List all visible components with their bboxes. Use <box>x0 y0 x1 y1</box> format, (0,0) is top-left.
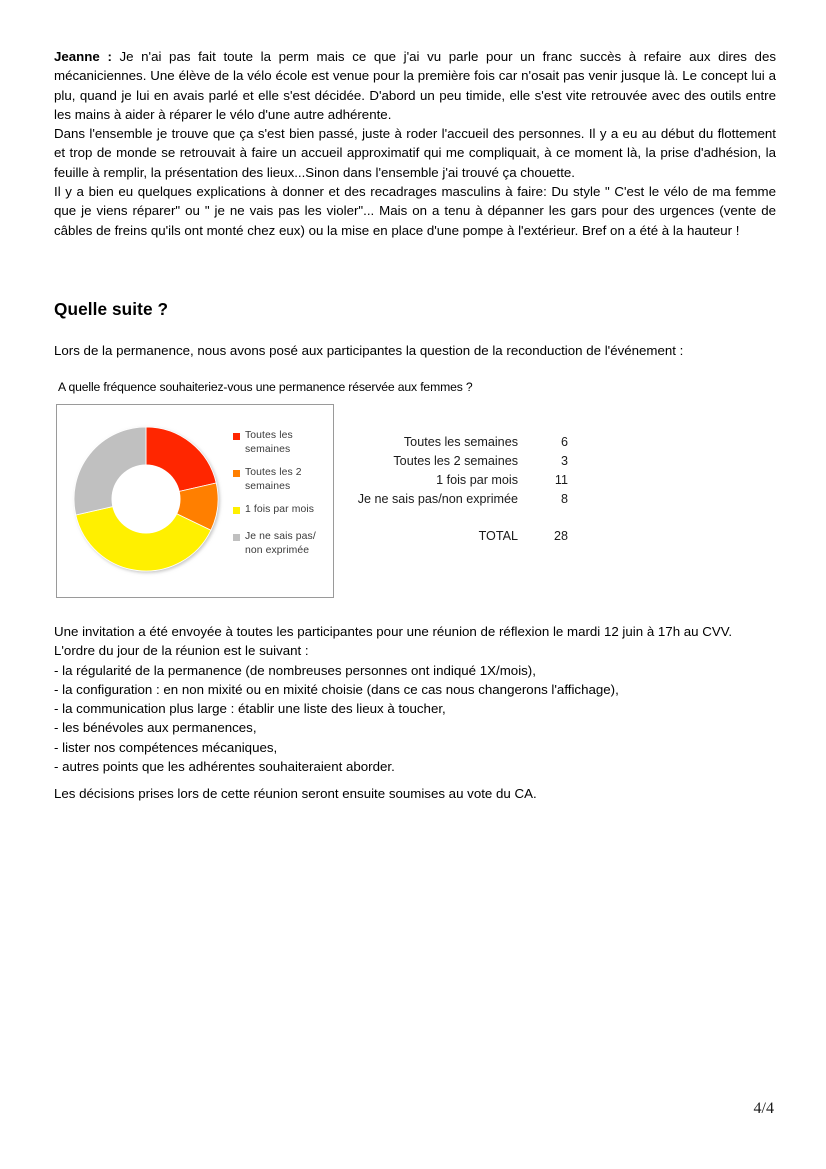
row-value: 6 <box>560 435 568 449</box>
table-body <box>352 433 568 546</box>
paragraph-line: - les bénévoles aux permanences, <box>54 720 257 736</box>
chart-question-label: A quelle fréquence souhaiteriez-vous une permanence réservée aux femmes ? <box>58 380 473 394</box>
table-row <box>352 471 568 490</box>
row-label: Toutes les semaines <box>403 435 518 449</box>
table-row <box>352 490 568 509</box>
row-label: Je ne sais pas/non exprimée <box>357 492 518 506</box>
paragraph-line: Une invitation a été envoyée à toutes les participantes pour une réunion de réflexion le mardi 12 juin à 17h au CVV. L'ordre du jour de la réunion est le suivant : <box>54 624 733 659</box>
legend-swatch-icon <box>233 470 240 477</box>
closing-paragraph <box>54 622 776 776</box>
frequency-data-table <box>352 433 568 546</box>
paragraph-line: Dans l'ensemble je trouve que ça s'est bien passé, juste à roder l'accueil des personnes. Il y a eu au début du flottement et trop de monde se retrouvait à faire un accueil approximatif qui me compliquait, à ce moment là, la prise d'adhésion, la feuille à remplir, la présentation des lieux...Sinon dans l'ensemble j'ai trouvé ça chouette. <box>54 126 776 180</box>
table-spacer-row <box>352 509 568 527</box>
legend-item-toutes-les-2-semaines <box>233 466 331 494</box>
donut-hole <box>112 465 181 534</box>
paragraph-line: - lister nos compétences mécaniques, <box>54 739 278 755</box>
row-value: 11 <box>554 473 568 487</box>
legend-item-toutes-les-semaines <box>233 429 331 457</box>
spacer-cell <box>542 509 568 527</box>
section-lead-text: Lors de la permanence, nous avons posé aux participantes la question de la reconduction de l'événement : <box>54 343 684 358</box>
paragraph-line: - autres points que les adhérentes souhaiteraient aborder. <box>54 759 395 775</box>
row-label: 1 fois par mois <box>436 473 518 487</box>
row-value: 3 <box>560 454 568 468</box>
legend-label: Toutes les 2 semaines <box>245 467 302 492</box>
final-paragraph: Les décisions prises lors de cette réunion seront ensuite soumises au vote du CA. <box>54 786 537 801</box>
table-row <box>352 433 568 452</box>
donut-chart <box>71 424 225 578</box>
paragraph-line: Il y a bien eu quelques explications à donner et des recadrages masculins à faire: Du style " C'est le vélo de ma femme que je viens réparer" ou " je ne vais pas les violer"... Mais on a tenu à dépanner les gars pour des urgences (vente de câbles de freins qu'ils ont monté chez eux) ou la mise en place d'une pompe à l'extérieur. Bref on a été à la hauteur ! <box>54 184 776 238</box>
legend-swatch-icon <box>233 433 240 440</box>
intro-paragraph <box>54 47 776 240</box>
page-number: 4/4 <box>753 1100 774 1117</box>
legend-label: 1 fois par mois <box>245 504 315 515</box>
table-total-row <box>352 527 568 546</box>
table-row <box>352 452 568 471</box>
legend-swatch-icon <box>233 534 240 541</box>
total-label: TOTAL <box>478 529 518 543</box>
legend-label: Toutes les semaines <box>245 430 293 455</box>
donut-chart-svg <box>71 424 225 578</box>
donut-chart-figure <box>56 404 334 598</box>
section-heading: Quelle suite ? <box>54 299 169 319</box>
legend-item-je-ne-sais-pas <box>233 530 331 558</box>
chart-legend <box>233 429 331 567</box>
row-label: Toutes les 2 semaines <box>393 454 518 468</box>
row-value: 8 <box>560 492 568 506</box>
total-value: 28 <box>553 529 568 543</box>
intro-paragraph-body: Je n'ai pas fait toute la perm mais ce que j'ai vu parle pour un franc succès à refaire aux dires des mécaniciennes. Une élève de la vélo école est venue pour la première fois car n'osait pas venir jusque là. Le concept lui a plu, quand je lui en avais parlé et elle s'est décidée. D'abord un peu timide, elle s'est vite retrouvée avec des outils entre les mains à aider à réparer le vélo d'une autre adhérente. <box>54 49 776 122</box>
legend-swatch-icon <box>233 507 240 514</box>
paragraph-line: - la communication plus large : établir une liste des lieux à toucher, <box>54 701 446 717</box>
speaker-name: Jeanne : <box>54 49 112 64</box>
paragraph-line: - la régularité de la permanence (de nombreuses personnes ont indiqué 1X/mois), <box>54 662 536 678</box>
paragraph-line: - la configuration : en non mixité ou en mixité choisie (dans ce cas nous changerons l'affichage), <box>54 681 619 697</box>
spacer-cell <box>352 509 542 527</box>
legend-item-1-fois-par-mois <box>233 503 331 517</box>
legend-label: Je ne sais pas/ non exprimée <box>245 531 316 556</box>
